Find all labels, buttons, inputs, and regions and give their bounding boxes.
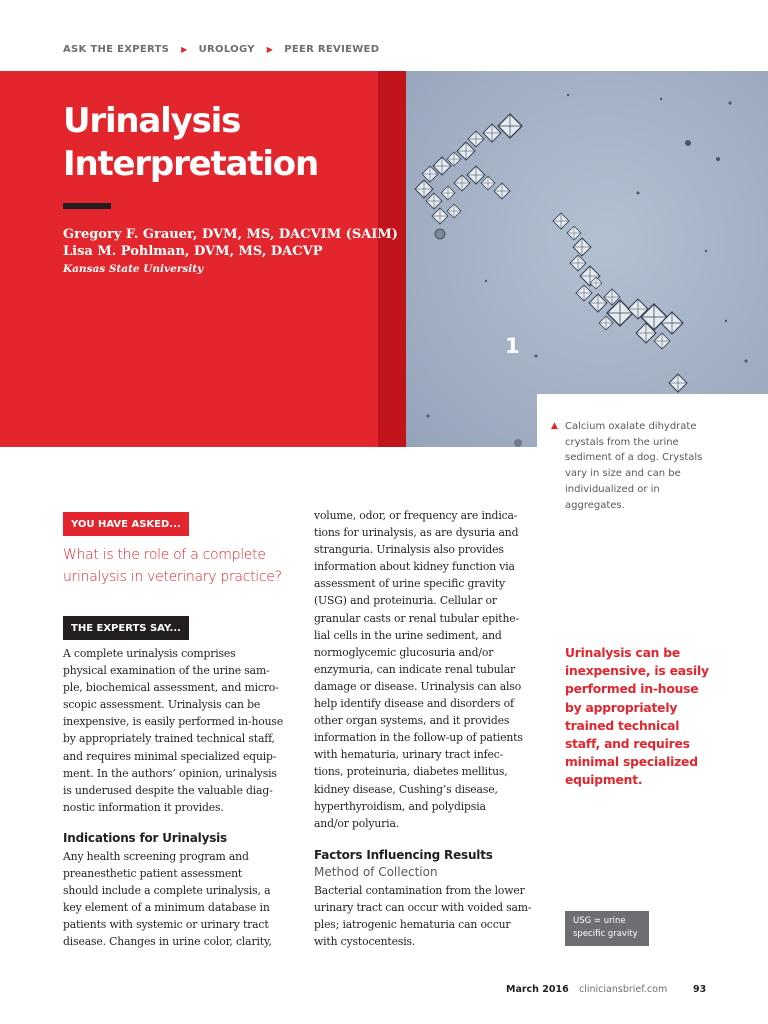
you-have-asked-label: YOU HAVE ASKED... [63, 512, 189, 536]
glossary-line-1: USG = urine [573, 916, 626, 926]
author-list [63, 226, 398, 260]
breadcrumb-item-urology[interactable]: UROLOGY [198, 44, 255, 55]
triangle-right-icon: ▶ [181, 45, 188, 54]
breadcrumb-item-peer-reviewed[interactable]: PEER REVIEWED [284, 44, 380, 55]
breadcrumb [63, 44, 379, 55]
triangle-up-icon: ▲ [551, 421, 558, 431]
indications-heading: Indications for Urinalysis [63, 831, 227, 845]
experts-say-label: THE EXPERTS SAY... [63, 616, 189, 640]
author-affiliation: Kansas State University [63, 263, 204, 275]
crystal-cluster-right [553, 213, 687, 392]
glossary-box [565, 911, 649, 946]
crystal-micrograph-svg [406, 71, 768, 447]
method-of-collection-subheading: Method of Collection [314, 865, 438, 879]
factors-body: Bacterial contamination from the lower urinary tract can occur with voided sam- ples; iatrogenic hematuria can occur with cystocentesis. [314, 884, 532, 949]
question-text: What is the role of a complete urinalysis in veterinary practice? [63, 547, 282, 585]
author-1: Gregory F. Grauer, DVM, MS, DACVIM (SAIM) [63, 227, 398, 242]
triangle-right-icon: ▶ [266, 45, 274, 54]
figure-caption-text: Calcium oxalate dihydrate crystals from the urine sediment of a dog. Crystals vary in size and can be individualized or in aggregates. [565, 421, 703, 511]
author-2: Lisa M. Pohlman, DVM, MS, DACVP [63, 244, 323, 259]
footer-date: March 2016 [506, 984, 569, 995]
experts-say-body: A complete urinalysis comprises physical examination of the urine sam- ple, biochemical assessment, and micro- scopic assessment. Urinalysis can be inexpensive, is easily performed in-house by appropriately trained technical staff, and requires minimal specialized equip- ment. In the authors’ opinion, urinalysis is underused despite the valuable diag- nostic information it provides. [63, 647, 284, 814]
figure-number: 1 [505, 334, 520, 358]
crystal-cluster-left [415, 114, 522, 239]
column2-body: volume, odor, or frequency are indica- tions for urinalysis, as are dysuria and stranguria. Urinalysis also provides information about kidney function via assessment of urine specific gravity (USG) and proteinuria. Cellular or granular casts or renal tubular epithe- lial cells in the urine sediment, and normoglycemic glucosuria and/or enzymuria, can indicate renal tubular damage or disease. Urinalysis can also help identify disease and disorders of other organ systems, and it provides information in the follow-up of patients with hematuria, urinary tract infec- tions, proteinuria, diabetes mellitus, kidney disease, Cushing’s disease, hyperthyroidism, and polydipsia and/or polyuria. [314, 509, 523, 830]
footer-site-link[interactable]: cliniciansbrief.com [579, 984, 668, 995]
factors-heading: Factors Influencing Results [314, 848, 493, 862]
crystal-micrograph-image [406, 71, 768, 447]
pull-quote: Urinalysis can be inexpensive, is easily performed in-house by appropriately trained technical staff, and requires minimal specialized equipment. [565, 646, 709, 788]
figure-caption [551, 419, 715, 513]
title-line-1: Urinalysis [63, 101, 241, 141]
page-number: 93 [693, 984, 707, 995]
glossary-line-2: specific gravity [573, 928, 638, 939]
title-divider [63, 203, 111, 209]
title-line-2: Interpretation [63, 144, 318, 184]
breadcrumb-item-ask-the-experts[interactable]: ASK THE EXPERTS [63, 44, 170, 55]
article-title [63, 100, 318, 186]
indications-body: Any health screening program and preanesthetic patient assessment should include a complete urinalysis, a key element of a minimum database in patients with systemic or urinary tract disease. Changes in urine color, clarity, [63, 850, 272, 949]
